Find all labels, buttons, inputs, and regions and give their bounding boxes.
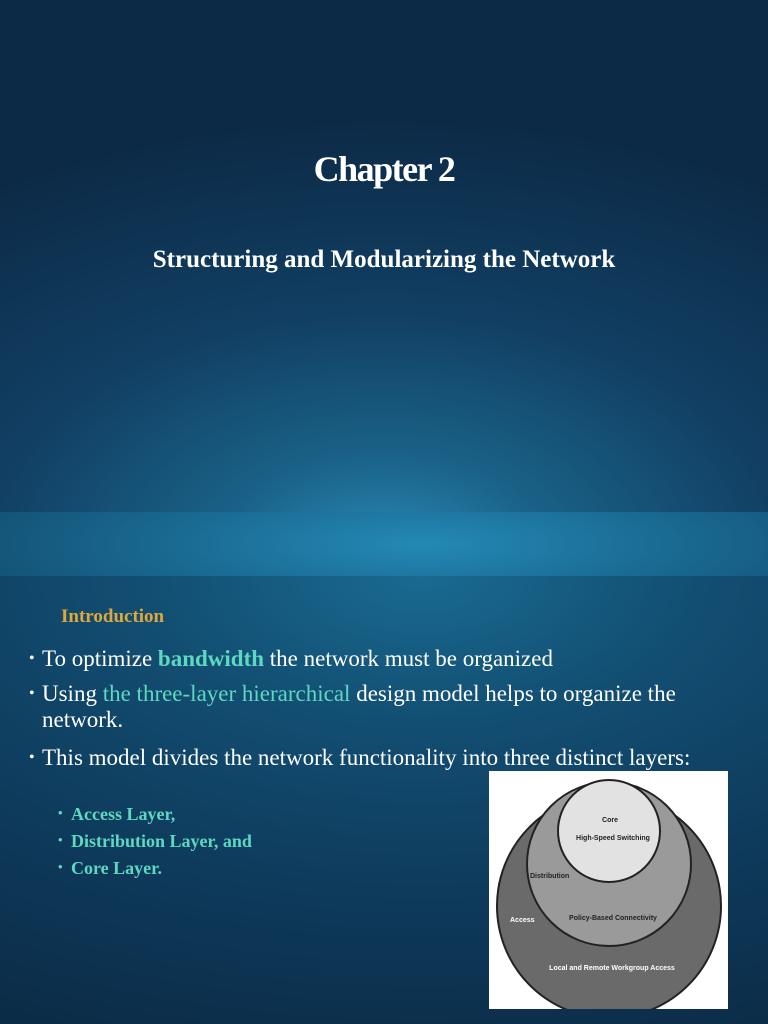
bullet-item [29, 681, 729, 733]
bullet-icon: • [29, 749, 35, 766]
sub-bullet-item: • Distribution Layer, and [58, 831, 252, 851]
hierarchical-model-diagram [489, 771, 728, 1009]
bullet-icon: • [29, 685, 35, 702]
introduction-slide [0, 576, 768, 1024]
sub-bullet-item: • Access Layer, [58, 804, 176, 824]
section-heading: Introduction [61, 606, 165, 627]
slide-subtitle: Structuring and Modularizing the Network [152, 246, 616, 273]
bullet-text: This model divides the network functionality into three distinct layers: [42, 745, 691, 770]
distribution-description: Policy-Based Connectivity [569, 915, 657, 922]
core-layer-circle [558, 780, 660, 882]
core-description: High-Speed Switching [576, 835, 650, 842]
access-description: Local and Remote Workgroup Access [549, 965, 675, 972]
bullet-icon: • [58, 805, 63, 820]
sub-bullet-item: • Core Layer. [58, 858, 162, 878]
highlight-bandwidth: bandwidth [157, 646, 265, 671]
highlight-model: the three-layer hierarchical [102, 681, 351, 706]
bullet-icon: • [58, 832, 63, 847]
bullet-icon: • [58, 859, 63, 874]
slide-separator [0, 512, 768, 576]
distribution-label: Distribution [530, 873, 570, 880]
bullet-item [29, 745, 739, 771]
bullet-text: Using the three-layer hierarchical design model helps to organize the network. [42, 681, 676, 732]
access-label: Access [510, 917, 535, 924]
bullet-text: To optimize bandwidth the network must be organized [42, 646, 553, 671]
bullet-icon: • [29, 650, 35, 667]
slide-title: Chapter 2 [313, 149, 455, 189]
core-label: Core [602, 817, 618, 824]
bullet-item [29, 646, 553, 672]
